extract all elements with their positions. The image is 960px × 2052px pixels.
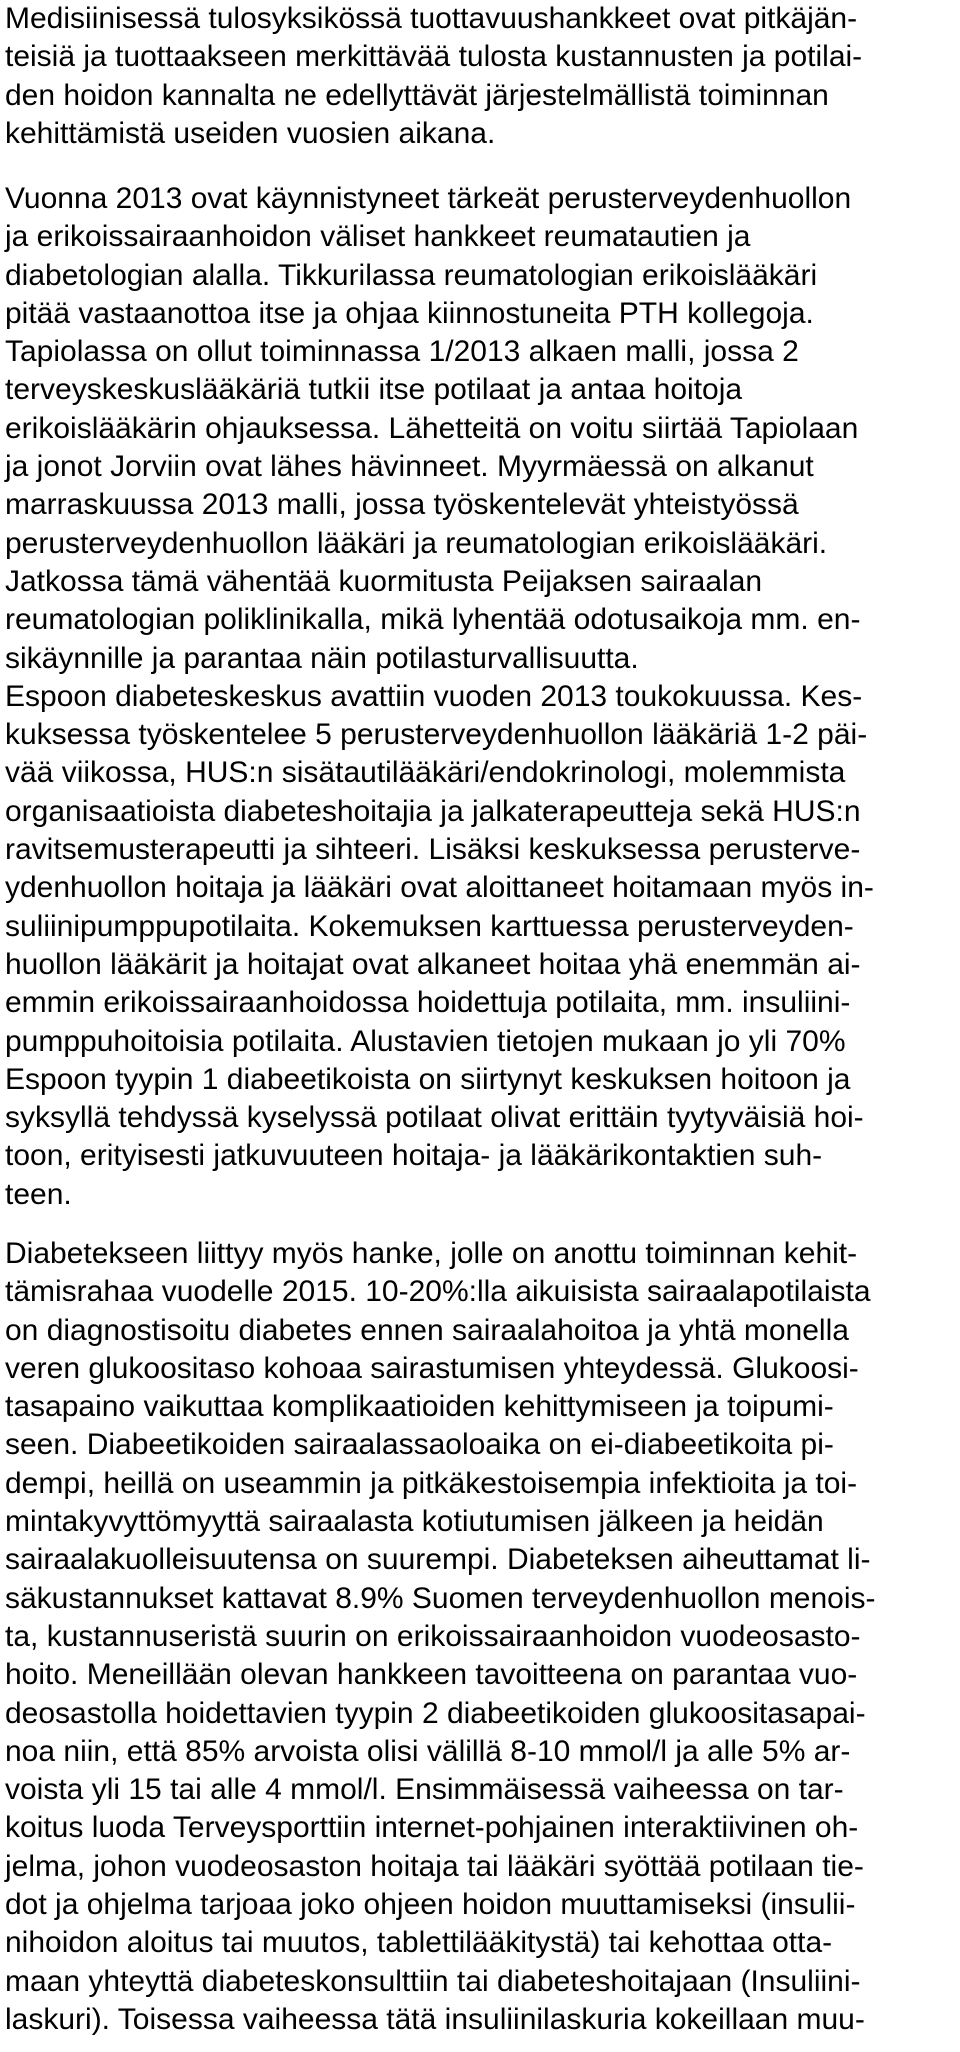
text-line: dot ja ohjelma tarjoaa joko ohjeen hoidon muuttamiseksi (insulii- <box>5 1888 856 1922</box>
text-line: tämisrahaa vuodelle 2015. 10-20%:lla aikuisista sairaalapotilaista <box>5 1275 871 1309</box>
text-line: seen. Diabeetikoiden sairaalassaoloaika on ei-diabeetikoita pi- <box>5 1428 834 1462</box>
text-line: ydenhuollon hoitaja ja lääkäri ovat aloittaneet hoitamaan myös in- <box>5 871 874 905</box>
text-line: den hoidon kannalta ne edellyttävät järjestelmällistä toiminnan <box>5 78 829 112</box>
text-line: ravitsemusterapeutti ja sihteeri. Lisäksi keskuksessa perusterve- <box>5 833 861 867</box>
text-line: terveyskeskuslääkäriä tutkii itse potilaat ja antaa hoitoja <box>5 373 743 407</box>
text-line: maan yhteyttä diabeteskonsulttiin tai diabeteshoitajaan (Insuliini- <box>5 1964 861 1998</box>
text-line: säkustannukset kattavat 8.9% Suomen terveydenhuollon menois- <box>5 1581 876 1615</box>
text-line: teisiä ja tuottaakseen merkittävää tulosta kustannusten ja potilai- <box>5 40 863 74</box>
text-line: huollon lääkärit ja hoitajat ovat alkaneet hoitaa yhä enemmän ai- <box>5 947 861 981</box>
text-line: organisaatioista diabeteshoitajia ja jalkaterapeutteja sekä HUS:n <box>5 794 861 828</box>
paragraph-intro <box>5 0 955 153</box>
text-line: vää viikossa, HUS:n sisätautilääkäri/endokrinologi, molemmista <box>5 756 846 790</box>
text-line: Jatkossa tämä vähentää kuormitusta Peijaksen sairaalan <box>5 564 763 598</box>
text-line: marraskuussa 2013 malli, jossa työskentelevät yhteistyössä <box>5 488 799 522</box>
text-line: on diagnostisoitu diabetes ennen sairaalahoitoa ja yhtä monella <box>5 1313 849 1347</box>
text-line: syksyllä tehdyssä kyselyssä potilaat olivat erittäin tyytyväisiä hoi- <box>5 1101 864 1135</box>
text-line: Medisiinisessä tulosyksikössä tuottavuushankkeet ovat pitkäjän- <box>5 2 858 35</box>
text-line: erikoislääkärin ohjauksessa. Lähetteitä on voitu siirtää Tapiolaan <box>5 411 859 445</box>
text-line: ja erikoissairaanhoidon väliset hankkeet reumatautien ja <box>5 220 751 254</box>
text-line: pumppuhoitoisia potilaita. Alustavien tietojen mukaan jo yli 70% <box>5 1024 846 1058</box>
text-line: deosastolla hoidettavien tyypin 2 diabeetikoiden glukoositasapai- <box>5 1696 866 1730</box>
text-line: sairaalakuolleisuutensa on suurempi. Diabeteksen aiheuttamat li- <box>5 1543 871 1577</box>
text-line: hoito. Meneillään olevan hankkeen tavoitteena on parantaa vuo- <box>5 1658 858 1692</box>
text-line: mintakyvyttömyyttä sairaalasta kotiutumisen jälkeen ja heidän <box>5 1505 824 1539</box>
text-line: veren glukoositaso kohoaa sairastumisen yhteydessä. Glukoosi- <box>5 1351 859 1385</box>
text-line: kehittämistä useiden vuosien aikana. <box>5 116 496 150</box>
text-line: teen. <box>5 1177 72 1211</box>
text-line: Tapiolassa on ollut toiminnassa 1/2013 alkaen malli, jossa 2 <box>5 335 799 369</box>
paragraph-projects-2013 <box>5 180 955 1214</box>
text-line: Espoon tyypin 1 diabeetikoista on siirtynyt keskuksen hoitoon ja <box>5 1062 851 1096</box>
text-line: dempi, heillä on useammin ja pitkäkestoisempia infektioita ja toi- <box>5 1466 858 1500</box>
text-line: nihoidon aloitus tai muutos, tablettilääkitystä) tai kehottaa otta- <box>5 1926 833 1960</box>
text-line: emmin erikoissairaanhoidossa hoidettuja potilaita, mm. insuliini- <box>5 986 851 1020</box>
paragraph-diabetes-project <box>5 1235 955 2039</box>
text-line: reumatologian poliklinikalla, mikä lyhentää odotusaikoja mm. en- <box>5 603 861 637</box>
text-line: noa niin, että 85% arvoista olisi välillä 8-10 mmol/l ja alle 5% ar- <box>5 1734 851 1768</box>
text-line: Vuonna 2013 ovat käynnistyneet tärkeät perusterveydenhuollon <box>5 182 852 215</box>
text-line: voista yli 15 tai alle 4 mmol/l. Ensimmäisessä vaiheessa on tar- <box>5 1773 844 1807</box>
text-line: toon, erityisesti jatkuvuuteen hoitaja- ja lääkärikontaktien suh- <box>5 1139 823 1173</box>
text-line: laskuri). Toisessa vaiheessa tätä insuliinilaskuria kokeillaan muu- <box>5 2002 865 2036</box>
text-line: jelma, johon vuodeosaston hoitaja tai lääkäri syöttää potilaan tie- <box>5 1849 864 1883</box>
text-line: kuksessa työskentelee 5 perusterveydenhuollon lääkäriä 1-2 päi- <box>5 718 868 752</box>
text-line: ta, kustannuseristä suurin on erikoissairaanhoidon vuodeosasto- <box>5 1619 861 1653</box>
text-line: sikäynnille ja parantaa näin potilasturvallisuutta. <box>5 641 639 675</box>
text-line: suliinipumppupotilaita. Kokemuksen karttuessa perusterveyden- <box>5 909 854 943</box>
text-line: pitää vastaanottoa itse ja ohjaa kiinnostuneita PTH kollegoja. <box>5 296 814 330</box>
text-line: tasapaino vaikuttaa komplikaatioiden kehittymiseen ja toipumi- <box>5 1390 834 1424</box>
text-line: Espoon diabeteskeskus avattiin vuoden 2013 toukokuussa. Kes- <box>5 679 863 713</box>
text-line: Diabetekseen liittyy myös hanke, jolle on anottu toiminnan kehit- <box>5 1237 858 1270</box>
text-line: ja jonot Jorviin ovat lähes hävinneet. Myyrmäessä on alkanut <box>5 450 814 484</box>
text-line: perusterveydenhuollon lääkäri ja reumatologian erikoislääkäri. <box>5 526 828 560</box>
text-line: koitus luoda Terveysporttiin internet-pohjainen interaktiivinen oh- <box>5 1811 859 1845</box>
text-line: diabetologian alalla. Tikkurilassa reumatologian erikoislääkäri <box>5 258 818 292</box>
